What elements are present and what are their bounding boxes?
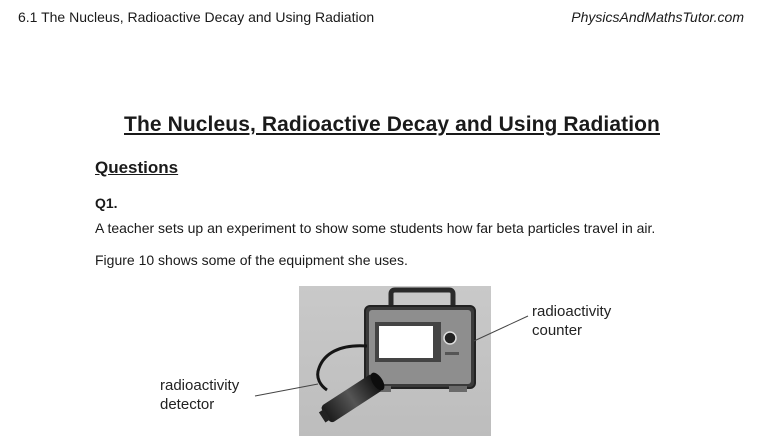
question-number: Q1. bbox=[95, 195, 118, 211]
question-paragraph: A teacher sets up an experiment to show some students how far beta particles travel in air. bbox=[95, 220, 656, 236]
detector-label bbox=[160, 376, 239, 414]
equipment-photo bbox=[299, 286, 491, 436]
figure-reference-paragraph: Figure 10 shows some of the equipment she uses. bbox=[95, 252, 408, 268]
header-site-name: PhysicsAndMathsTutor.com bbox=[571, 9, 744, 25]
header-chapter-title: 6.1 The Nucleus, Radioactive Decay and Using Radiation bbox=[18, 9, 375, 25]
section-heading: Questions bbox=[95, 158, 179, 177]
document-title: The Nucleus, Radioactive Decay and Using Radiation bbox=[124, 113, 660, 136]
detector-label-line2: detector bbox=[160, 396, 215, 413]
detector-label-line1: radioactivity bbox=[160, 377, 240, 394]
counter-label bbox=[532, 302, 611, 340]
counter-label-line1: radioactivity bbox=[532, 303, 612, 320]
counter-label-line2: counter bbox=[532, 322, 583, 339]
